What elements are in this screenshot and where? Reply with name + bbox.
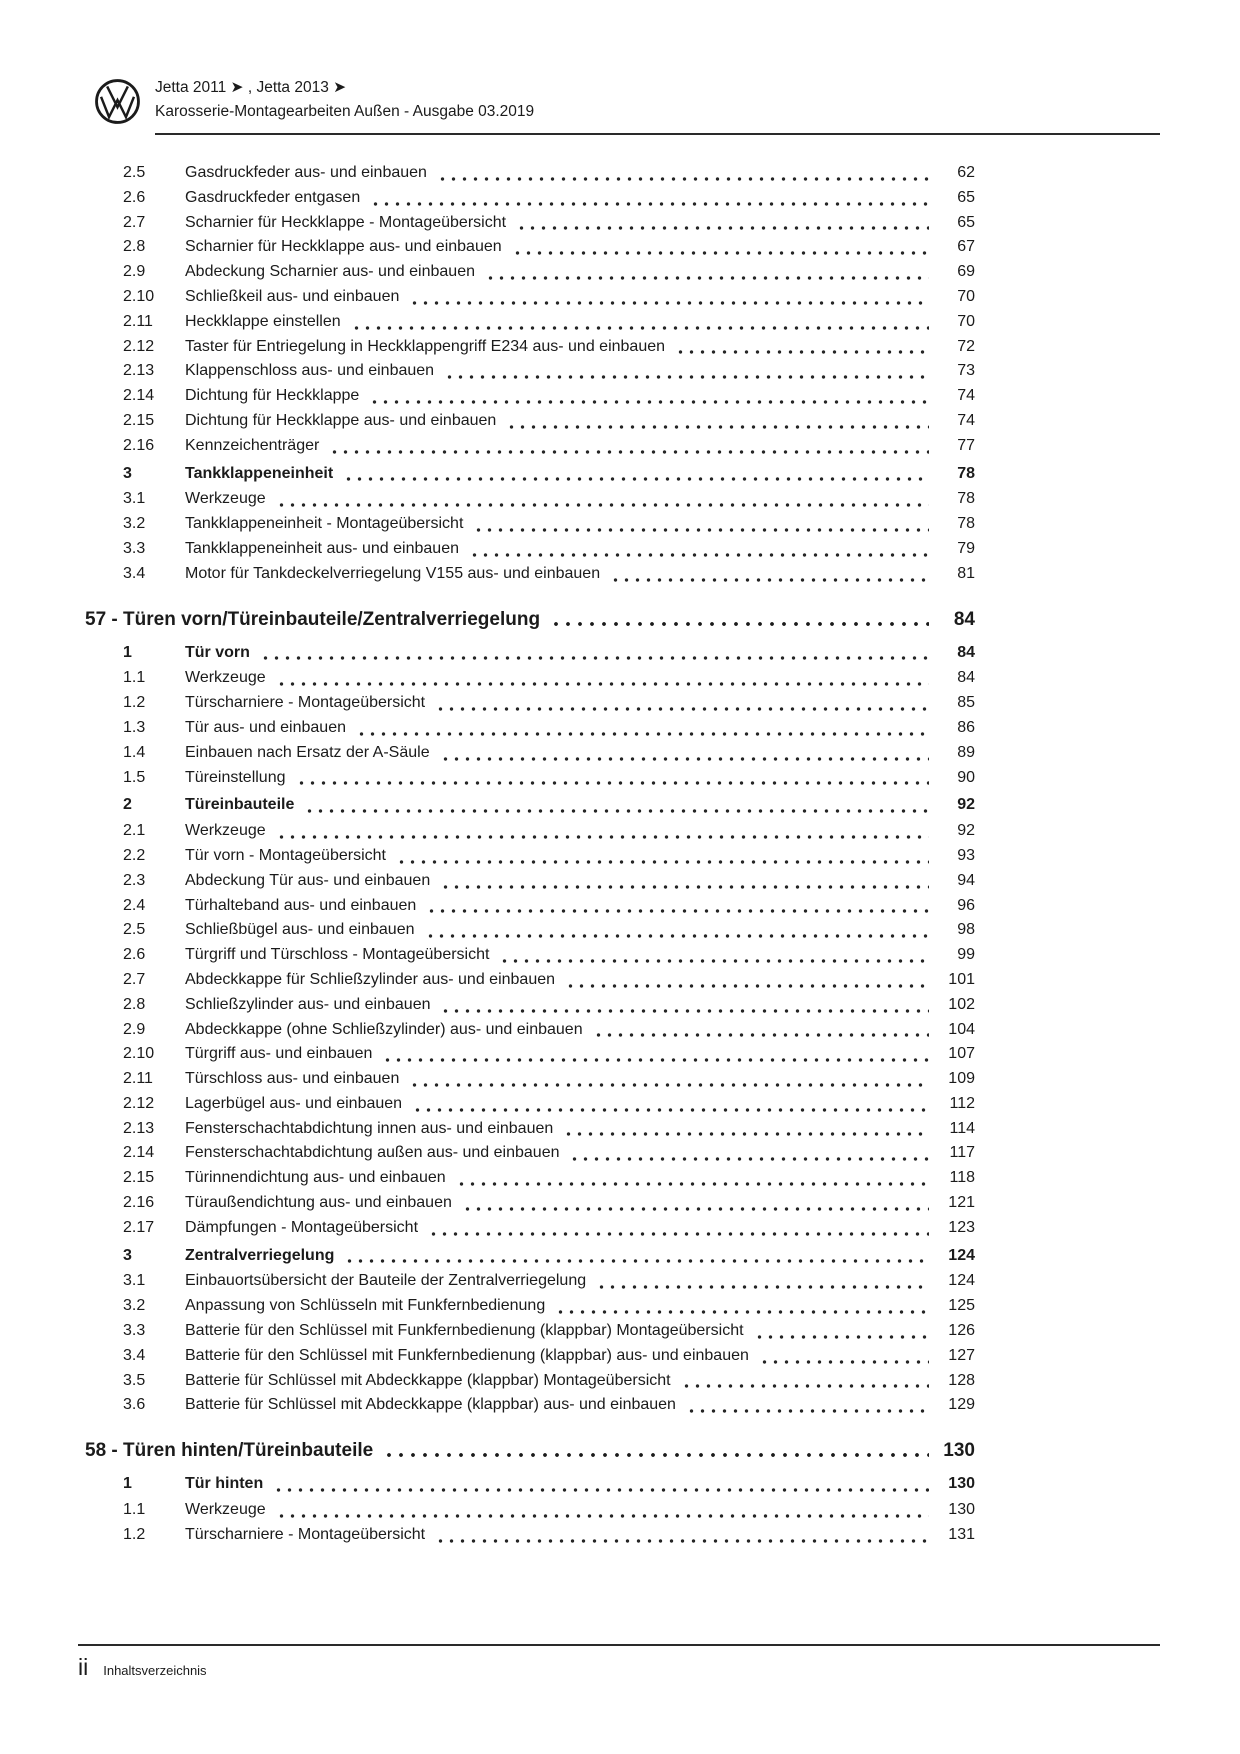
toc-row bbox=[80, 434, 975, 459]
page-number: 79 bbox=[957, 539, 975, 557]
section-title: Batterie für den Schlüssel mit Funkfernbedienung (klappbar) Montageübersicht bbox=[185, 1322, 744, 1340]
section-number: 2.3 bbox=[123, 871, 146, 889]
toc-row bbox=[80, 869, 975, 894]
page-number: 90 bbox=[957, 768, 975, 786]
section-title: Tankklappeneinheit aus- und einbauen bbox=[185, 539, 459, 557]
page-number: 130 bbox=[948, 1501, 975, 1519]
section-title: Türinnendichtung aus- und einbauen bbox=[185, 1169, 446, 1187]
section-number: 2.15 bbox=[123, 411, 155, 429]
section-number: 2.7 bbox=[123, 970, 146, 988]
dot-leader bbox=[678, 1393, 937, 1418]
section-title: Abdeckung Tür aus- und einbauen bbox=[185, 871, 431, 889]
section-number: 2.10 bbox=[123, 1045, 155, 1063]
dot-leader bbox=[436, 359, 937, 384]
toc-row bbox=[80, 409, 975, 434]
section-title: Werkzeuge bbox=[185, 1501, 266, 1519]
section-title: Dichtung für Heckklappe aus- und einbauen bbox=[185, 411, 497, 429]
section-title: Einbauortsübersicht der Bauteile der Zentralverriegelung bbox=[185, 1272, 587, 1290]
section-number: 3.2 bbox=[123, 1297, 146, 1315]
section-number: 2.11 bbox=[123, 312, 153, 330]
dot-leader bbox=[420, 1216, 937, 1241]
dot-leader bbox=[335, 462, 937, 487]
toc-row bbox=[80, 1369, 975, 1394]
toc-row bbox=[80, 186, 975, 211]
toc-row bbox=[80, 766, 975, 791]
dot-leader bbox=[504, 235, 937, 260]
dot-leader bbox=[268, 487, 937, 512]
section-title: Fensterschachtabdichtung außen aus- und einbauen bbox=[185, 1144, 560, 1162]
section-title: Abdeckung Scharnier aus- und einbauen bbox=[185, 263, 475, 281]
dot-leader bbox=[375, 1438, 937, 1463]
toc-row bbox=[80, 793, 975, 818]
toc-row bbox=[80, 819, 975, 844]
dot-leader bbox=[547, 1294, 937, 1319]
page-number: 70 bbox=[957, 287, 975, 305]
dot-leader bbox=[336, 1244, 937, 1269]
toc-row bbox=[80, 844, 975, 869]
dot-leader bbox=[465, 512, 937, 537]
toc-row bbox=[80, 1523, 975, 1548]
section-title: Werkzeuge bbox=[185, 490, 266, 508]
section-number: 1.1 bbox=[123, 669, 146, 687]
section-title: Batterie für Schlüssel mit Abdeckkappe (klappbar) Montageübersicht bbox=[185, 1371, 671, 1389]
section-number: 2.17 bbox=[123, 1218, 155, 1236]
toc-row bbox=[80, 1269, 975, 1294]
section-title: Klappenschloss aus- und einbauen bbox=[185, 362, 435, 380]
section-title: Gasdruckfeder entgasen bbox=[185, 188, 361, 206]
section-number: 1 bbox=[123, 1475, 132, 1493]
dot-leader bbox=[491, 943, 937, 968]
dot-leader bbox=[268, 1498, 937, 1523]
section-title: Gasdruckfeder aus- und einbauen bbox=[185, 164, 427, 181]
dot-leader bbox=[268, 819, 937, 844]
dot-leader bbox=[673, 1369, 937, 1394]
section-title: Türscharniere - Montageübersicht bbox=[185, 1525, 426, 1543]
page-number: 86 bbox=[957, 718, 975, 736]
dot-leader bbox=[343, 310, 937, 335]
toc-row bbox=[80, 1498, 975, 1523]
section-number: 2.12 bbox=[123, 337, 155, 355]
dot-leader bbox=[429, 161, 937, 186]
section-number: 1.5 bbox=[123, 768, 146, 786]
toc-row bbox=[80, 462, 975, 487]
toc-row bbox=[80, 641, 975, 666]
section-title: Türeinbauteile bbox=[185, 796, 295, 814]
page-number: 124 bbox=[948, 1246, 975, 1264]
dot-leader bbox=[427, 1523, 937, 1548]
section-number: 2.16 bbox=[123, 436, 155, 454]
section-title: Schließzylinder aus- und einbauen bbox=[185, 995, 431, 1013]
section-number: 2.6 bbox=[123, 188, 146, 206]
section-number: 2.12 bbox=[123, 1094, 155, 1112]
page-number: 125 bbox=[948, 1297, 975, 1315]
section-number: 2.16 bbox=[123, 1194, 155, 1212]
toc-row bbox=[80, 1067, 975, 1092]
toc-row bbox=[80, 1344, 975, 1369]
section-title: Tür vorn - Montageübersicht bbox=[185, 846, 386, 864]
section-number: 2.14 bbox=[123, 387, 155, 405]
section-number: 2.14 bbox=[123, 1144, 155, 1162]
toc-row bbox=[80, 562, 975, 587]
page-number: 78 bbox=[957, 515, 975, 533]
page-number: 126 bbox=[948, 1322, 975, 1340]
dot-leader bbox=[296, 793, 937, 818]
dot-leader bbox=[461, 537, 937, 562]
section-number: 3.2 bbox=[123, 515, 146, 533]
section-title: Taster für Entriegelung in Heckklappengriff E234 aus- und einbauen bbox=[185, 337, 666, 355]
page-number: 129 bbox=[948, 1396, 975, 1414]
section-title: Werkzeuge bbox=[185, 669, 266, 687]
toc-row bbox=[80, 918, 975, 943]
section-number: 58 - Türen hinten/Türeinbauteile bbox=[85, 1440, 374, 1462]
toc-row bbox=[80, 335, 975, 360]
section-number: 3.4 bbox=[123, 564, 146, 582]
page-number: 131 bbox=[948, 1525, 975, 1543]
dot-leader bbox=[561, 1141, 937, 1166]
section-number: 3.4 bbox=[123, 1346, 146, 1364]
page-number: 81 bbox=[957, 564, 975, 582]
page-number: 109 bbox=[948, 1070, 975, 1088]
page-number: 92 bbox=[957, 796, 975, 814]
page-number: 84 bbox=[957, 643, 975, 661]
toc-row bbox=[80, 384, 975, 409]
section-title: Schließbügel aus- und einbauen bbox=[185, 921, 415, 939]
section-title: Türhalteband aus- und einbauen bbox=[185, 896, 417, 914]
page-number: 69 bbox=[957, 263, 975, 281]
page-number: 72 bbox=[957, 337, 975, 355]
section-title: Türgriff aus- und einbauen bbox=[185, 1045, 373, 1063]
page-number: 104 bbox=[948, 1020, 975, 1038]
dot-leader bbox=[602, 562, 937, 587]
toc-row bbox=[80, 1216, 975, 1241]
footer-page-label: ii bbox=[78, 1654, 89, 1680]
dot-leader bbox=[268, 666, 937, 691]
dot-leader bbox=[388, 844, 937, 869]
dot-leader bbox=[542, 607, 937, 632]
dot-leader bbox=[448, 1166, 937, 1191]
section-title: Dichtung für Heckklappe bbox=[185, 387, 360, 405]
section-title: Anpassung von Schlüsseln mit Funkfernbedienung bbox=[185, 1297, 546, 1315]
section-title: Zentralverriegelung bbox=[185, 1246, 335, 1264]
toc-row bbox=[80, 741, 975, 766]
toc-row bbox=[80, 943, 975, 968]
section-title: Schließkeil aus- und einbauen bbox=[185, 287, 400, 305]
toc-row bbox=[80, 894, 975, 919]
toc bbox=[80, 161, 975, 1548]
section-title: Heckklappe einstellen bbox=[185, 312, 341, 330]
dot-leader bbox=[667, 335, 937, 360]
page-number: 84 bbox=[953, 608, 975, 630]
dot-leader bbox=[477, 260, 937, 285]
section-number: 2.1 bbox=[123, 822, 146, 840]
page-number: 73 bbox=[957, 362, 975, 380]
header-subtitle: Karosserie-Montagearbeiten Außen - Ausgabe 03.2019 bbox=[155, 103, 535, 120]
section-title: Tankklappeneinheit bbox=[185, 464, 334, 482]
section-title: Kennzeichenträger bbox=[185, 436, 320, 454]
section-number: 1.4 bbox=[123, 743, 146, 761]
page-number: 99 bbox=[957, 946, 975, 964]
section-title: Scharnier für Heckklappe aus- und einbauen bbox=[185, 238, 502, 256]
section-number: 2.8 bbox=[123, 238, 146, 256]
section-number: 2.7 bbox=[123, 213, 146, 231]
page-number: 67 bbox=[957, 238, 975, 256]
vw-logo bbox=[94, 78, 141, 125]
section-number: 2.13 bbox=[123, 1119, 155, 1137]
dot-leader bbox=[401, 285, 937, 310]
page-number: 112 bbox=[949, 1094, 975, 1112]
section-number: 2.9 bbox=[123, 263, 146, 281]
dot-leader bbox=[454, 1191, 937, 1216]
toc-row bbox=[80, 716, 975, 741]
toc-row bbox=[80, 285, 975, 310]
page-number: 124 bbox=[948, 1272, 975, 1290]
section-title: Türaußendichtung aus- und einbauen bbox=[185, 1194, 452, 1212]
section-number: 2.9 bbox=[123, 1020, 146, 1038]
page-number: 127 bbox=[948, 1346, 975, 1364]
dot-leader bbox=[288, 766, 938, 791]
page-number: 130 bbox=[943, 1440, 975, 1462]
toc-row bbox=[80, 359, 975, 384]
section-number: 3 bbox=[123, 1246, 132, 1264]
dot-leader bbox=[432, 993, 937, 1018]
toc-row bbox=[80, 1393, 975, 1418]
toc-row bbox=[80, 1166, 975, 1191]
dot-leader bbox=[746, 1319, 937, 1344]
dot-leader bbox=[404, 1092, 937, 1117]
dot-leader bbox=[508, 211, 937, 236]
page-footer bbox=[78, 1644, 1160, 1679]
toc-row bbox=[80, 1042, 975, 1067]
toc-row bbox=[80, 1141, 975, 1166]
toc-row bbox=[85, 607, 975, 632]
section-number: 2.15 bbox=[123, 1169, 155, 1187]
page-number: 123 bbox=[948, 1218, 975, 1236]
dot-leader bbox=[348, 716, 937, 741]
section-number: 2.4 bbox=[123, 896, 146, 914]
section-number: 1 bbox=[123, 643, 132, 661]
section-number: 1.2 bbox=[123, 1525, 146, 1543]
section-number: 2.10 bbox=[123, 287, 155, 305]
dot-leader bbox=[418, 894, 937, 919]
section-number: 2.11 bbox=[123, 1070, 153, 1088]
page-number: 117 bbox=[949, 1144, 975, 1162]
section-title: Abdeckkappe für Schließzylinder aus- und einbauen bbox=[185, 970, 556, 988]
section-title: Türeinstellung bbox=[185, 768, 286, 786]
toc-row bbox=[80, 310, 975, 335]
section-title: Batterie für den Schlüssel mit Funkfernbedienung (klappbar) aus- und einbauen bbox=[185, 1346, 749, 1364]
toc-row bbox=[80, 1472, 975, 1497]
section-title: Dämpfungen - Montageübersicht bbox=[185, 1218, 419, 1236]
page-number: 128 bbox=[948, 1371, 975, 1389]
dot-leader bbox=[361, 384, 937, 409]
toc-row bbox=[80, 260, 975, 285]
section-number: 3.1 bbox=[123, 1272, 146, 1290]
dot-leader bbox=[374, 1042, 937, 1067]
dot-leader bbox=[427, 691, 937, 716]
dot-leader bbox=[321, 434, 937, 459]
toc-row bbox=[80, 487, 975, 512]
toc-row bbox=[80, 968, 975, 993]
section-number: 2 bbox=[123, 796, 132, 814]
section-number: 2.8 bbox=[123, 995, 146, 1013]
page-number: 78 bbox=[957, 464, 975, 482]
page-number: 65 bbox=[957, 213, 975, 231]
section-title: Batterie für Schlüssel mit Abdeckkappe (klappbar) aus- und einbauen bbox=[185, 1396, 676, 1414]
section-number: 3.3 bbox=[123, 1322, 146, 1340]
header-text-block bbox=[155, 76, 1160, 135]
section-number: 1.2 bbox=[123, 694, 146, 712]
page-number: 62 bbox=[957, 164, 975, 181]
toc-row bbox=[80, 1294, 975, 1319]
section-number: 2.5 bbox=[123, 921, 146, 939]
dot-leader bbox=[557, 968, 937, 993]
toc-row bbox=[80, 235, 975, 260]
dot-leader bbox=[417, 918, 938, 943]
toc-row bbox=[80, 1191, 975, 1216]
dot-leader bbox=[252, 641, 937, 666]
dot-leader bbox=[498, 409, 937, 434]
page-number: 93 bbox=[957, 846, 975, 864]
page-number: 98 bbox=[957, 921, 975, 939]
page-number: 85 bbox=[957, 694, 975, 712]
dot-leader bbox=[265, 1472, 937, 1497]
dot-leader bbox=[432, 869, 937, 894]
dot-leader bbox=[432, 741, 937, 766]
page-number: 114 bbox=[949, 1119, 975, 1137]
dot-leader bbox=[362, 186, 937, 211]
page-number: 94 bbox=[957, 871, 975, 889]
toc-row bbox=[80, 691, 975, 716]
page-number: 102 bbox=[948, 995, 975, 1013]
page-number: 65 bbox=[957, 188, 975, 206]
dot-leader bbox=[585, 1018, 937, 1043]
page-number: 130 bbox=[948, 1475, 975, 1493]
dot-leader bbox=[555, 1117, 937, 1142]
dot-leader bbox=[401, 1067, 937, 1092]
page-number: 121 bbox=[948, 1194, 975, 1212]
section-title: Tankklappeneinheit - Montageübersicht bbox=[185, 515, 464, 533]
toc-row bbox=[80, 993, 975, 1018]
page-number: 118 bbox=[949, 1169, 975, 1187]
dot-leader bbox=[588, 1269, 937, 1294]
page-number: 74 bbox=[957, 387, 975, 405]
section-title: Motor für Tankdeckelverriegelung V155 aus- und einbauen bbox=[185, 564, 601, 582]
page-number: 89 bbox=[957, 743, 975, 761]
page-number: 77 bbox=[957, 436, 975, 454]
page-header bbox=[94, 76, 1160, 135]
page-number: 70 bbox=[957, 312, 975, 330]
section-title: Türgriff und Türschloss - Montageübersicht bbox=[185, 946, 490, 964]
toc-row bbox=[80, 211, 975, 236]
page-number: 74 bbox=[957, 411, 975, 429]
toc-row bbox=[85, 1438, 975, 1463]
section-title: Tür aus- und einbauen bbox=[185, 718, 346, 736]
section-title: Tür hinten bbox=[185, 1475, 264, 1493]
section-number: 1.1 bbox=[123, 1501, 146, 1519]
page-number: 92 bbox=[957, 822, 975, 840]
section-title: Türscharniere - Montageübersicht bbox=[185, 694, 426, 712]
page-number: 107 bbox=[948, 1045, 975, 1063]
toc-row bbox=[80, 161, 975, 186]
section-number: 2.2 bbox=[123, 846, 146, 864]
toc-row bbox=[80, 1092, 975, 1117]
toc-row bbox=[80, 1117, 975, 1142]
section-number: 1.3 bbox=[123, 718, 146, 736]
section-title: Scharnier für Heckklappe - Montageübersicht bbox=[185, 213, 507, 231]
section-number: 3.6 bbox=[123, 1396, 146, 1414]
toc-row bbox=[80, 1319, 975, 1344]
toc-row bbox=[80, 537, 975, 562]
section-title: Türschloss aus- und einbauen bbox=[185, 1070, 400, 1088]
page-number: 84 bbox=[957, 669, 975, 687]
page-number: 101 bbox=[948, 970, 975, 988]
section-title: Fensterschachtabdichtung innen aus- und einbauen bbox=[185, 1119, 554, 1137]
toc-row bbox=[80, 1018, 975, 1043]
section-title: Werkzeuge bbox=[185, 822, 266, 840]
header-model-line: Jetta 2011 ➤ , Jetta 2013 ➤ bbox=[155, 79, 347, 96]
section-number: 3.1 bbox=[123, 490, 146, 508]
section-number: 2.13 bbox=[123, 362, 155, 380]
dot-leader bbox=[751, 1344, 937, 1369]
page-number: 96 bbox=[957, 896, 975, 914]
section-number: 2.6 bbox=[123, 946, 146, 964]
section-number: 2.5 bbox=[123, 164, 146, 181]
section-title: Einbauen nach Ersatz der A-Säule bbox=[185, 743, 430, 761]
page-number: 78 bbox=[957, 490, 975, 508]
section-number: 3 bbox=[123, 464, 132, 482]
section-number: 3.3 bbox=[123, 539, 146, 557]
footer-text: Inhaltsverzeichnis bbox=[103, 1663, 207, 1678]
section-title: Tür vorn bbox=[185, 643, 250, 661]
section-title: Abdeckkappe (ohne Schließzylinder) aus- und einbauen bbox=[185, 1020, 583, 1038]
section-number: 57 - Türen vorn/Türeinbauteile/Zentralverriegelung bbox=[85, 608, 541, 630]
section-title: Lagerbügel aus- und einbauen bbox=[185, 1094, 403, 1112]
toc-row bbox=[80, 1244, 975, 1269]
toc-row bbox=[80, 666, 975, 691]
section-number: 3.5 bbox=[123, 1371, 146, 1389]
toc-row bbox=[80, 512, 975, 537]
